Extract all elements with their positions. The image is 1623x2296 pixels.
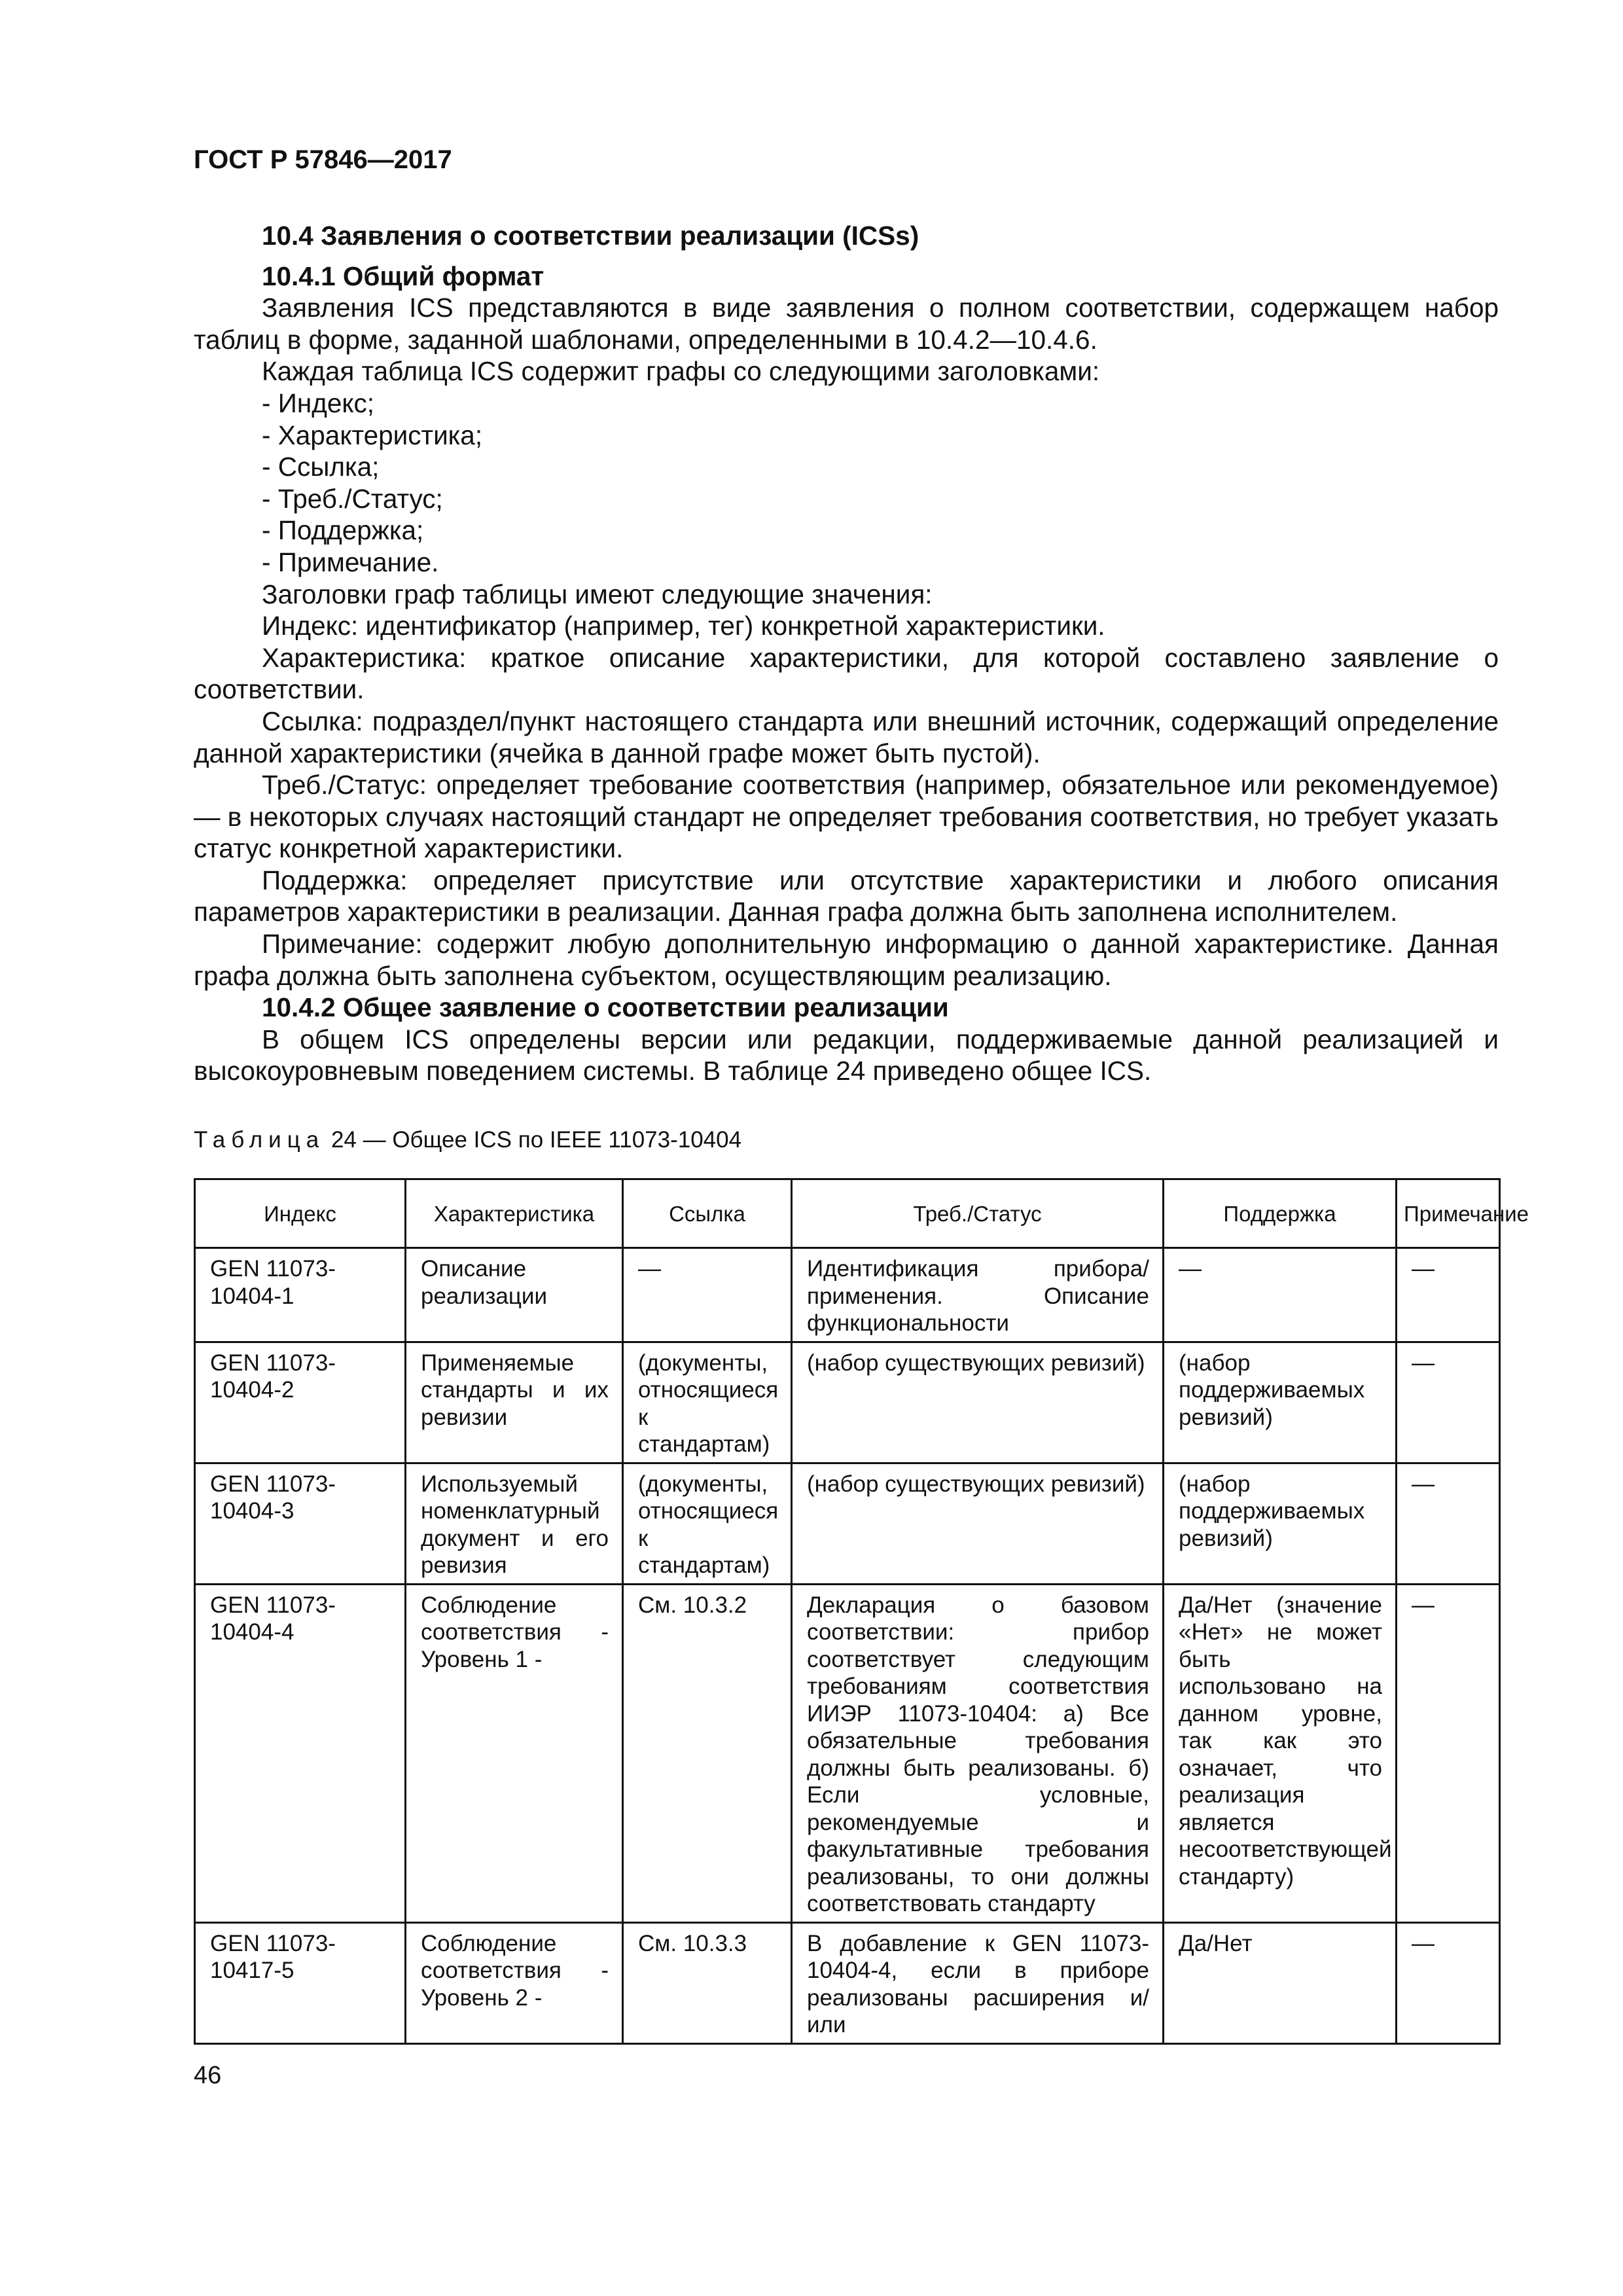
list-item: - Поддержка; <box>262 515 424 546</box>
table-cell: — <box>1397 1463 1500 1584</box>
table-row <box>195 1584 1500 1922</box>
table-cell: (документы, относящиеся к стандартам) <box>623 1342 792 1463</box>
table-cell: — <box>1397 1342 1500 1463</box>
table-cell: GEN 11073-10417-5 <box>195 1922 406 2043</box>
table-row <box>195 1248 1500 1342</box>
section-body <box>194 220 1499 1087</box>
table-cell: GEN 11073-10404-2 <box>195 1342 406 1463</box>
table-cell: (набор поддерживаемых ревизий) <box>1164 1463 1397 1584</box>
paragraph: Индекс: идентификатор (например, тег) конкретной характеристики. <box>262 611 1105 641</box>
column-header: Поддержка <box>1164 1179 1397 1248</box>
table-row <box>195 1922 1500 2043</box>
list-item: - Характеристика; <box>262 420 483 450</box>
heading-10-4-2: 10.4.2 Общее заявление о соответствии реализации <box>262 992 949 1023</box>
list-item: - Индекс; <box>262 387 375 418</box>
table-cell: См. 10.3.3 <box>623 1922 792 2043</box>
heading-10-4: 10.4 Заявления о соответствии реализации (ICSs) <box>262 221 919 251</box>
table-cell: Идентификация прибора/применения. Описание функциональности <box>792 1248 1164 1342</box>
table-caption-word: Таблица <box>194 1127 325 1153</box>
table-cell: Да/Нет (значение «Нет» не может быть использовано на данном уровне, так как это означает, что реализация является несоответствующей стандарту) <box>1164 1584 1397 1922</box>
table-cell: Используемый номенклатурный документ и его ревизия <box>406 1463 623 1584</box>
table-cell: — <box>1397 1248 1500 1342</box>
column-header: Ссылка <box>623 1179 792 1248</box>
table-cell: — <box>1397 1584 1500 1922</box>
table-cell: (набор существующих ревизий) <box>792 1342 1164 1463</box>
table-cell: Описание реализации <box>406 1248 623 1342</box>
paragraph: Ссылка: подраздел/пункт настоящего стандарта или внешний источник, содержащий определение данной характеристики (ячейка в данной графе может быть пустой). <box>194 706 1499 768</box>
table-cell: Применяемые стандарты и их ревизии <box>406 1342 623 1463</box>
table-cell: (набор поддерживаемых ревизий) <box>1164 1342 1397 1463</box>
paragraph: Треб./Статус: определяет требование соответствия (например, обязательное или рекомендуемое) — в некоторых случаях настоящий стандарт не определяет требования соответствия, но требует указать статус конкретной характеристики. <box>194 770 1499 864</box>
paragraph: В общем ICS определены версии или редакции, поддерживаемые данной реализацией и высокоуровневым поведением системы. В таблице 24 приведено общее ICS. <box>194 1024 1499 1086</box>
paragraph: Каждая таблица ICS содержит графы со следующими заголовками: <box>262 356 1100 387</box>
ics-table <box>194 1178 1529 2045</box>
page-number: 46 <box>194 2062 222 2089</box>
table-cell: — <box>1164 1248 1397 1342</box>
table-cell: GEN 11073-10404-1 <box>195 1248 406 1342</box>
column-header: Треб./Статус <box>792 1179 1164 1248</box>
paragraph: Примечание: содержит любую дополнительную информацию о данной характеристике. Данная графа должна быть заполнена субъектом, осуществляющим реализацию. <box>194 929 1499 991</box>
table-row <box>195 1463 1500 1584</box>
table-cell: — <box>1397 1922 1500 2043</box>
list-item: - Треб./Статус; <box>262 483 443 514</box>
table-cell: — <box>623 1248 792 1342</box>
column-header: Индекс <box>195 1179 406 1248</box>
table-header-row <box>195 1179 1500 1248</box>
table-cell: GEN 11073-10404-3 <box>195 1463 406 1584</box>
column-header: Характеристика <box>406 1179 623 1248</box>
table-caption <box>194 1127 741 1153</box>
table-cell: Соблюдение соответствия - Уровень 1 - <box>406 1584 623 1922</box>
list-item: - Ссылка; <box>262 452 380 482</box>
table-cell: Да/Нет <box>1164 1922 1397 2043</box>
table-caption-text: 24 — Общее ICS по IEEE 11073-10404 <box>325 1127 742 1153</box>
table-cell: (документы, относящиеся к стандартам) <box>623 1463 792 1584</box>
standard-header: ГОСТ Р 57846—2017 <box>194 145 452 174</box>
table-cell: См. 10.3.2 <box>623 1584 792 1922</box>
paragraph: Заявления ICS представляются в виде заявления о полном соответствии, содержащем набор таблиц в форме, заданной шаблонами, определенными в 10.4.2—10.4.6. <box>194 293 1499 355</box>
column-header: Примечание <box>1397 1179 1500 1248</box>
heading-10-4-1: 10.4.1 Общий формат <box>262 260 544 291</box>
paragraph: Характеристика: краткое описание характеристики, для которой составлено заявление о соответствии. <box>194 642 1499 705</box>
paragraph: Поддержка: определяет присутствие или отсутствие характеристики и любого описания параметров характеристики в реализации. Данная графа должна быть заполнена исполнителем. <box>194 865 1499 927</box>
list-item: - Примечание. <box>262 547 439 577</box>
table-cell: Соблюдение соответствия - Уровень 2 - <box>406 1922 623 2043</box>
table-cell: GEN 11073-10404-4 <box>195 1584 406 1922</box>
table-cell: В добавление к GEN 11073-10404-4, если в приборе реализованы расширения и/или <box>792 1922 1164 2043</box>
table-row <box>195 1342 1500 1463</box>
table-cell: Декларация о базовом соответствии: прибор соответствует следующим требованиям соответствия ИИЭР 11073-10404: а) Все обязательные требования должны быть реализованы. б) Если условные, рекомендуемые и факультативные требования реализованы, то они должны соответствовать стандарту <box>792 1584 1164 1922</box>
table-cell: (набор существующих ревизий) <box>792 1463 1164 1584</box>
paragraph: Заголовки граф таблицы имеют следующие значения: <box>262 579 933 609</box>
